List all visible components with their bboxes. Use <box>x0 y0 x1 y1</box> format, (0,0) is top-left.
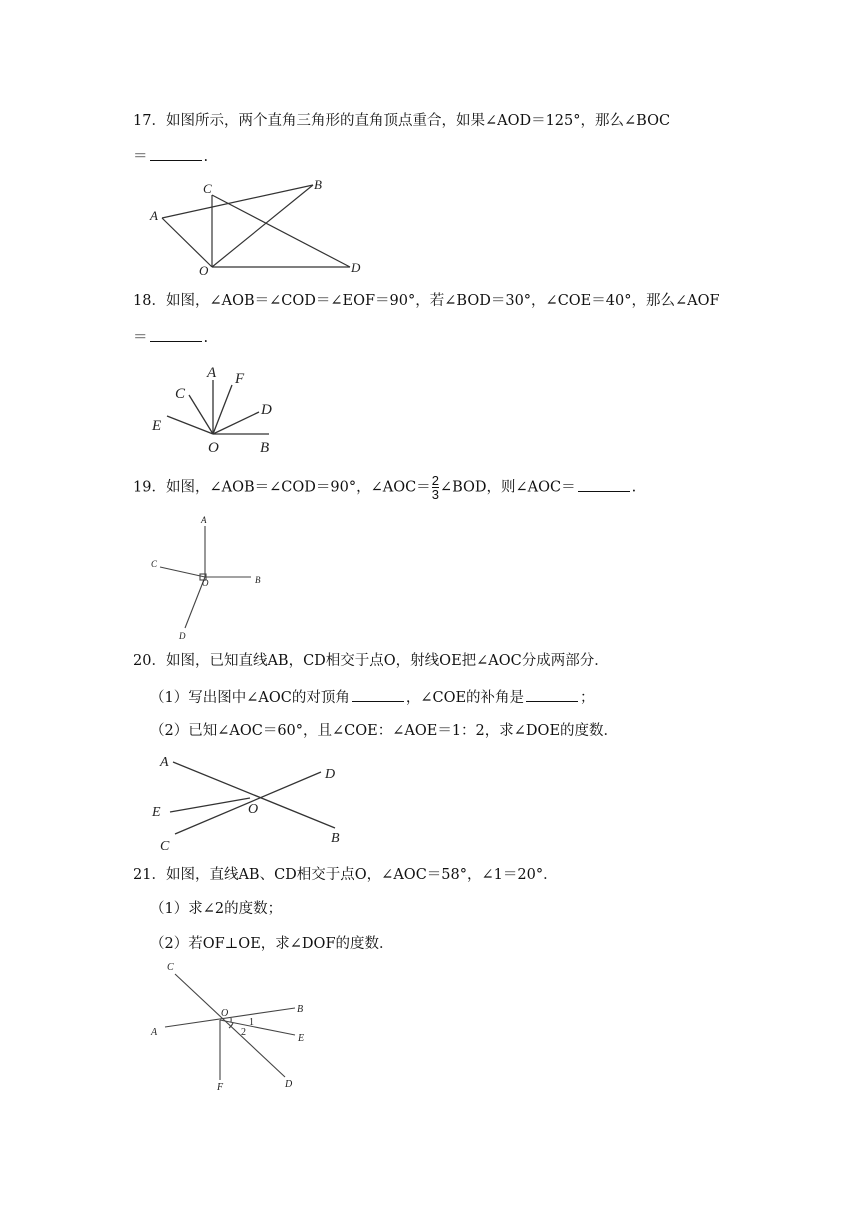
q19-fraction <box>432 474 439 501</box>
q20-label-O: O <box>248 802 259 817</box>
q17-label-O: O <box>199 263 209 278</box>
q17-figure <box>140 175 380 278</box>
q19-suffix: ∠BOD，则∠AOC＝ <box>439 479 576 496</box>
q18-label-O: O <box>208 440 219 456</box>
q21-label-D: D <box>285 1079 293 1090</box>
q19-figure <box>145 512 275 642</box>
q17-period: . <box>203 149 209 165</box>
q18-label-F: F <box>235 371 245 387</box>
q21-text: 21．如图，直线AB、CD相交于点O，∠AOC＝58°，∠1＝20°． <box>133 867 558 883</box>
q18-label-B: B <box>260 440 270 456</box>
q18-blank[interactable] <box>150 327 202 342</box>
q21-figure <box>145 960 325 1095</box>
q19-label-B: B <box>255 575 261 585</box>
q17-blank[interactable] <box>150 146 202 161</box>
q21-sub1: （1）求∠2的度数； <box>150 901 283 917</box>
q19-text <box>133 474 636 501</box>
q18-figure <box>145 360 285 460</box>
q19-label-A: A <box>201 515 207 525</box>
q20-label-E: E <box>152 805 161 820</box>
q19-label-C: C <box>151 559 158 569</box>
q20-sub1-b: ，∠COE的补角是 <box>405 690 525 706</box>
q20-label-C: C <box>160 839 170 854</box>
q18-eq: ＝ <box>133 330 148 346</box>
q18-label-C: C <box>175 386 186 402</box>
q20-label-B: B <box>331 831 340 846</box>
q18-label-A: A <box>207 365 217 381</box>
q21-label-C: C <box>167 962 174 973</box>
q21-label-A: A <box>151 1027 158 1038</box>
q21-sub2: （2）若OF⊥OE，求∠DOF的度数． <box>150 936 394 952</box>
q19-prefix: 19．如图，∠AOB＝∠COD＝90°，∠AOC＝ <box>133 479 431 496</box>
q20-sub2: （2）已知∠AOC＝60°，且∠COE：∠AOE＝1：2，求∠DOE的度数． <box>150 723 619 739</box>
q20-label-D: D <box>325 767 336 782</box>
q20-sub1-a: （1）写出图中∠AOC的对顶角 <box>150 690 350 706</box>
q17-label-C: C <box>203 181 212 196</box>
q17-answer-line <box>133 146 208 167</box>
q17-eq: ＝ <box>133 149 148 165</box>
q20-blank-1[interactable] <box>352 687 404 702</box>
q18-period: . <box>203 330 209 346</box>
q19-frac-num: 2 <box>431 473 439 488</box>
q21-angle-2: 2 <box>241 1027 246 1038</box>
q18-label-D: D <box>261 402 272 418</box>
q20-label-A: A <box>160 755 169 770</box>
q20-blank-2[interactable] <box>526 687 578 702</box>
q21-label-F: F <box>217 1082 224 1093</box>
q20-sub1-c: ； <box>580 690 595 706</box>
q18-label-E: E <box>152 418 162 434</box>
q19-frac-den: 3 <box>431 487 439 502</box>
q20-text: 20．如图，已知直线AB，CD相交于点O，射线OE把∠AOC分成两部分． <box>133 653 609 669</box>
q20-sub1 <box>150 687 595 708</box>
q17-label-B: B <box>314 177 322 192</box>
q21-angle-1: 1 <box>249 1017 254 1028</box>
q18-text: 18．如图，∠AOB＝∠COD＝∠EOF＝90°，若∠BOD＝30°，∠COE＝40°，那么∠AOF <box>133 293 720 309</box>
q19-blank[interactable] <box>578 477 630 492</box>
q21-label-B: B <box>297 1004 304 1015</box>
q19-label-D: D <box>179 631 186 641</box>
q19-period: . <box>631 479 637 496</box>
q17-label-D: D <box>351 260 361 275</box>
q21-label-O: O <box>221 1008 229 1019</box>
q21-label-E: E <box>298 1033 305 1044</box>
q18-answer-line <box>133 327 208 348</box>
q20-figure <box>145 750 365 860</box>
q17-label-A: A <box>150 208 158 223</box>
q17-text: 17．如图所示，两个直角三角形的直角顶点重合，如果∠AOD＝125°，那么∠BOC <box>133 113 671 129</box>
q19-label-O: O <box>202 578 209 588</box>
